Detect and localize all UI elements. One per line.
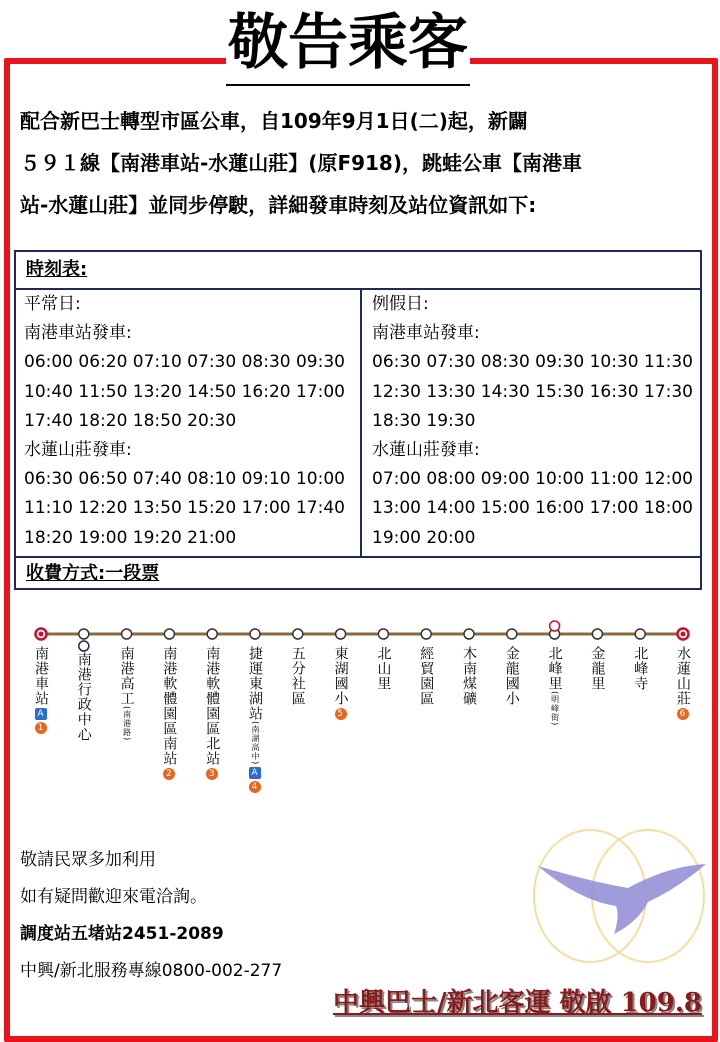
title-underline bbox=[226, 84, 470, 86]
direction-arrow-icon bbox=[79, 641, 89, 651]
stop-label bbox=[33, 646, 49, 734]
holiday-label: 例假日: bbox=[372, 294, 429, 314]
stop-note: (明峰街) bbox=[550, 691, 560, 727]
holiday-column bbox=[364, 290, 700, 556]
route-map bbox=[0, 600, 720, 830]
contact-line-4: 中興/新北服務專線0800-002-277 bbox=[20, 961, 283, 981]
stop-name-text: 南港行政中心 bbox=[75, 652, 92, 742]
holiday-from-b-row: 19:00 20:00 bbox=[372, 527, 476, 548]
stop-number-badge: 1 bbox=[35, 722, 47, 734]
stop-name-text: 南港高工 bbox=[118, 646, 135, 706]
stop-name-text: 南港軟體園區北站 bbox=[204, 646, 221, 766]
stop-name-text: 南港軟體園區南站 bbox=[161, 646, 178, 766]
holiday-from-b-row: 13:00 14:00 15:00 16:00 17:00 18:00 bbox=[372, 498, 693, 519]
stop-label bbox=[547, 646, 563, 726]
stop-name-text: 水蓮山莊 bbox=[675, 646, 691, 706]
holiday-from-a-row: 18:30 19:30 bbox=[372, 410, 476, 431]
weekday-from-a-row: 10:40 11:50 13:20 14:50 16:20 17:00 bbox=[24, 381, 345, 402]
holiday-from-b-label: 水蓮山莊發車: bbox=[372, 440, 480, 461]
stop-label bbox=[461, 646, 477, 706]
stop-label bbox=[76, 652, 92, 742]
stop-name-text: 金龍里 bbox=[589, 646, 606, 691]
weekday-from-a-row: 17:40 18:20 18:50 20:30 bbox=[24, 410, 237, 431]
intro-paragraph bbox=[20, 100, 700, 226]
weekday-column bbox=[16, 290, 362, 556]
contact-line-3: 調度站五堵站2451-2089 bbox=[20, 924, 224, 944]
stop-label bbox=[632, 646, 648, 691]
weekday-from-a-row: 06:00 06:20 07:10 07:30 08:30 09:30 bbox=[24, 352, 345, 373]
stop-number-badge: 3 bbox=[206, 768, 218, 780]
stop-label bbox=[418, 646, 434, 706]
stop-label bbox=[290, 646, 306, 706]
stop-number-badge: 5 bbox=[335, 708, 347, 720]
stop-number-badge: 4 bbox=[249, 781, 261, 793]
timetable-box bbox=[14, 250, 702, 590]
intro-line-3: 站-水蓮山莊】並同步停駛，詳細發車時刻及站位資訊如下: bbox=[20, 193, 537, 217]
holiday-from-a-row: 12:30 13:30 14:30 15:30 16:30 17:30 bbox=[372, 381, 693, 402]
stop-label bbox=[204, 646, 220, 780]
weekday-from-b-label: 水蓮山莊發車: bbox=[24, 440, 132, 461]
bird-logo-icon bbox=[528, 826, 708, 966]
stop-name-text: 北山里 bbox=[375, 646, 392, 691]
stop-marker bbox=[164, 629, 174, 639]
stop-marker bbox=[421, 629, 431, 639]
stop-name-text: 金龍國小 bbox=[503, 646, 520, 706]
stop-marker bbox=[592, 629, 602, 639]
stop-marker bbox=[378, 629, 388, 639]
mrt-transfer-icon: A bbox=[35, 708, 47, 720]
stop-marker bbox=[293, 629, 303, 639]
stop-name-text: 經貿園區 bbox=[418, 646, 435, 706]
holiday-from-a-row: 06:30 07:30 08:30 09:30 10:30 11:30 bbox=[372, 352, 693, 373]
contact-line-2: 如有疑問歡迎來電洽詢。 bbox=[20, 887, 207, 907]
stop-marker bbox=[464, 629, 474, 639]
footer-signature: 中興巴士/新北客運 敬啟 109.8 bbox=[332, 988, 702, 1018]
stop-name-text: 五分社區 bbox=[289, 646, 306, 706]
weekday-from-b-row: 11:10 12:20 13:50 15:20 17:00 17:40 bbox=[24, 498, 345, 519]
stop-label bbox=[333, 646, 349, 720]
stop-name-text: 東湖國小 bbox=[332, 646, 349, 706]
stop-label bbox=[119, 646, 135, 741]
stop-marker bbox=[336, 629, 346, 639]
intro-line-2: ５９１線【南港車站-水蓮山莊】(原F918)，跳蛙公車【南港車 bbox=[20, 151, 582, 175]
holiday-from-a-label: 南港車站發車: bbox=[372, 323, 480, 344]
stop-marker bbox=[207, 629, 217, 639]
stop-label bbox=[589, 646, 605, 691]
stop-label bbox=[161, 646, 177, 780]
intro-line-1: 配合新巴士轉型市區公車，自109年9月1日(二)起，新闢 bbox=[20, 109, 528, 133]
mrt-transfer-icon: A bbox=[249, 767, 261, 779]
weekday-from-a-label: 南港車站發車: bbox=[24, 323, 132, 344]
stop-marker bbox=[635, 629, 645, 639]
stop-marker bbox=[122, 629, 132, 639]
stop-number-badge: 2 bbox=[163, 768, 175, 780]
stop-label bbox=[675, 646, 691, 720]
notice-title: 敬告乘客 bbox=[228, 8, 468, 78]
stop-marker bbox=[507, 629, 517, 639]
stop-marker bbox=[79, 629, 89, 639]
holiday-from-b-row: 07:00 08:00 09:00 10:00 11:00 12:00 bbox=[372, 469, 693, 490]
weekday-label: 平常日: bbox=[24, 294, 81, 314]
stop-name-text: 南港車站 bbox=[33, 646, 49, 706]
contact-line-1: 敬請民眾多加利用 bbox=[20, 850, 156, 870]
stop-name-text: 木南煤礦 bbox=[461, 646, 477, 706]
stop-label bbox=[247, 646, 263, 793]
contact-info bbox=[20, 842, 440, 990]
stop-label bbox=[504, 646, 520, 706]
stop-name-text: 捷運東湖站 bbox=[247, 646, 263, 721]
stop-number-badge: 6 bbox=[677, 708, 689, 720]
route-line-svg bbox=[0, 600, 720, 660]
terminal-dot bbox=[681, 632, 686, 637]
terminal-dot bbox=[39, 632, 44, 637]
stop-name-text: 北峰里 bbox=[546, 646, 563, 691]
weekday-from-b-row: 18:20 19:00 19:20 21:00 bbox=[24, 527, 237, 548]
stop-label bbox=[375, 646, 391, 691]
stop-note: (南湖高中) bbox=[251, 721, 260, 766]
direction-arrow-icon bbox=[550, 621, 560, 631]
fare-method: 收費方式:一段票 bbox=[16, 556, 700, 590]
stop-marker bbox=[250, 629, 260, 639]
weekday-from-b-row: 06:30 06:50 07:40 08:10 09:10 10:00 bbox=[24, 469, 345, 490]
stop-name-text: 北峰寺 bbox=[632, 646, 649, 691]
stop-note: (南港路) bbox=[122, 706, 132, 742]
timetable-header: 時刻表: bbox=[16, 252, 700, 290]
